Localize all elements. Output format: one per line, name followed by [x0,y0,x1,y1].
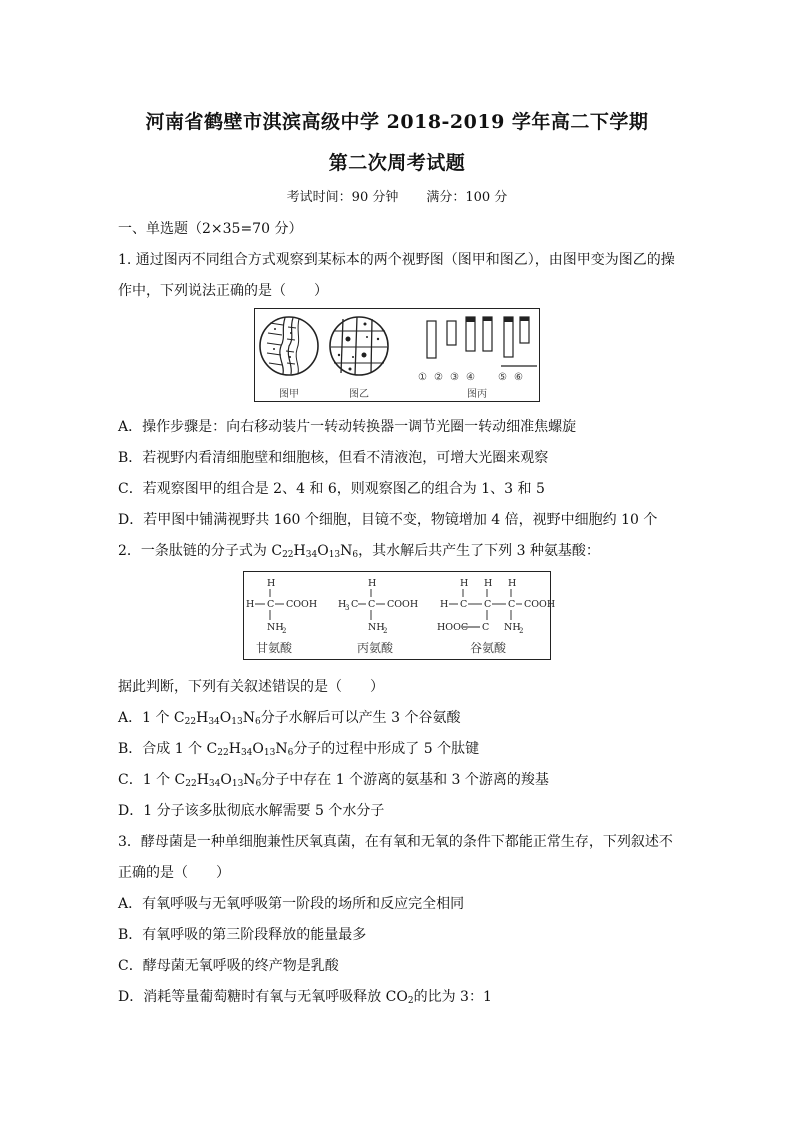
q1-stem-line2: 作中，下列说法正确的是（ ） [118,283,328,299]
objective-num-6: ⑥ [514,372,523,383]
q2-option-c: C．1 个 $C_{22}H_{34}O_{13}N_6$分子中存在 1 个游离的氨基和 3 个游离的羧基 [118,772,549,789]
q2-option-b: B．合成 1 个 $C_{22}H_{34}O_{13}N_6$分子的过程中形成了 5 个肽键 [118,741,480,758]
svg-text:2: 2 [383,627,388,635]
svg-text:NH: NH [267,622,284,633]
q3-option-b: B．有氧呼吸的第三阶段释放的能量最多 [118,927,367,943]
svg-text:NH: NH [368,622,385,633]
view-yi-illustration [330,317,388,375]
svg-text:H: H [440,599,449,610]
q3-stem-line1: 3．酵母菌是一种单细胞兼性厌氧真菌，在有氧和无氧的条件下都能正常生存，下列叙述不 [118,834,673,850]
svg-text:COOH: COOH [286,599,318,610]
q2-stem: 2．一条肽链的分子式为 $C_{22}H_{34}O_{13}N_6$，其水解后共产生了下列 3 种氨基酸： [118,543,600,560]
q2-option-d: D．1 分子该多肽彻底水解需要 5 个水分子 [118,803,385,819]
svg-text:C: C [482,622,490,633]
svg-text:3: 3 [345,604,350,612]
svg-text:COOH: COOH [524,599,556,610]
svg-text:2: 2 [282,627,287,635]
q1-option-c: C．若观察图甲的组合是 2、4 和 6，则观察图乙的组合为 1、3 和 5 [118,481,545,497]
view-jia-illustration [260,317,318,375]
svg-text:HOOC: HOOC [437,622,469,633]
full-score: 满分：100 分 [426,190,508,205]
label-bing: 图丙 [467,389,487,400]
svg-text:C: C [368,599,376,610]
glutamate-label: 谷氨酸 [470,641,507,655]
doc-title-line1: 河南省鹤壁市淇滨高级中学 2018-2019 学年高二下学期 [145,111,649,133]
q2-judge: 据此判断，下列有关叙述错误的是（ ） [118,679,384,695]
svg-text:H: H [338,599,347,610]
q3-option-a: A．有氧呼吸与无氧呼吸第一阶段的场所和反应完全相同 [118,896,465,912]
label-yi: 图乙 [349,389,369,400]
svg-text:H: H [267,578,276,589]
objective-num-5: ⑤ [498,372,507,383]
objective-num-3: ③ [450,372,459,383]
glycine-label: 甘氨酸 [256,641,293,655]
exam-time: 考试时间：90 分钟 [286,190,399,205]
objective-num-1: ① [418,372,427,383]
svg-text:C: C [351,599,359,610]
q3-stem-line2: 正确的是（ ） [118,865,230,881]
svg-text:H: H [508,578,517,589]
q1-option-d: D．若甲图中铺满视野共 160 个细胞，目镜不变，物镜增加 4 倍，视野中细胞约 10 个 [118,512,658,528]
svg-text:C: C [267,599,275,610]
q1-option-a: A．操作步骤是：向右移动装片一转动转换器一调节光圈一转动细准焦螺旋 [118,419,577,435]
exam-meta [0,186,794,205]
q1-option-b: B．若视野内看清细胞壁和细胞核，但看不清液泡，可增大光圈来观察 [118,450,549,466]
q1-microscope-figure [254,308,540,402]
q2-option-a: A．1 个 $C_{22}H_{34}O_{13}N_6$分子水解后可以产生 3 个谷氨酸 [118,710,461,727]
svg-text:NH: NH [504,622,521,633]
objective-num-4: ④ [466,372,475,383]
svg-text:C: C [460,599,468,610]
q3-option-d: D．消耗等量葡萄糖时有氧与无氧呼吸释放 $CO_2$的比为 3：1 [118,989,492,1006]
objective-num-2: ② [434,372,443,383]
amino-acid-structures-figure [243,571,556,660]
svg-text:COOH: COOH [387,599,419,610]
q1-stem-line1: 1. 通过图丙不同组合方式观察到某标本的两个视野图（图甲和图乙），由图甲变为图乙的操 [118,252,675,268]
q3-option-c: C．酵母菌无氧呼吸的终产物是乳酸 [118,958,339,974]
doc-title-line2: 第二次周考试题 [328,152,466,174]
svg-text:H: H [460,578,469,589]
section-heading: 一、单选题（2×35=70 分） [118,221,303,237]
label-jia: 图甲 [279,389,299,400]
svg-text:H: H [368,578,377,589]
svg-text:2: 2 [519,627,524,635]
alanine-label: 丙氨酸 [357,641,394,655]
svg-text:H: H [484,578,493,589]
svg-text:H: H [246,599,255,610]
view-bing-illustration [427,317,537,366]
svg-text:C: C [484,599,492,610]
svg-text:C: C [508,599,516,610]
